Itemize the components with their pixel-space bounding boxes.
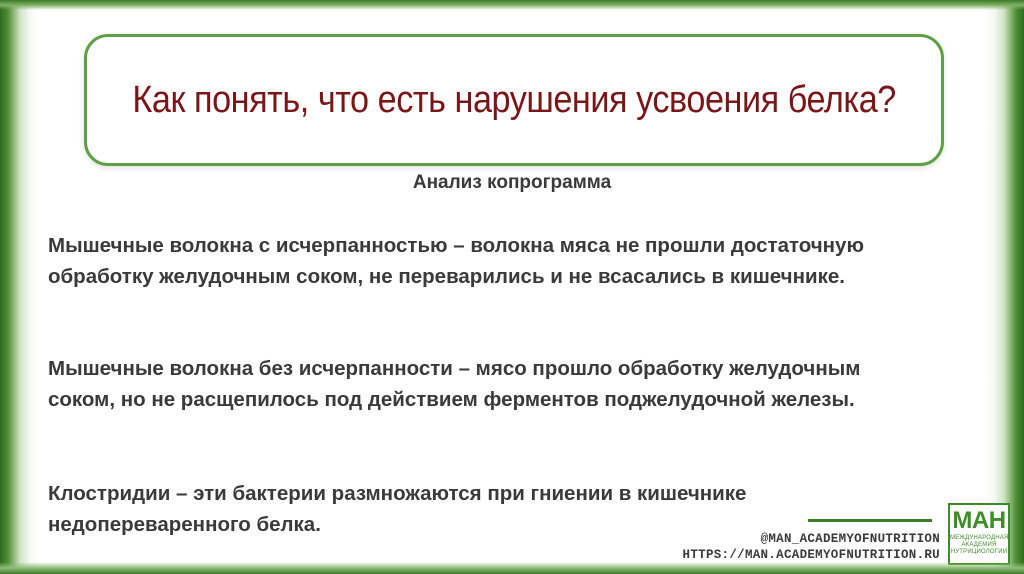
website-url: HTTPS://MAN.ACADEMYOFNUTRITION.RU <box>682 548 940 562</box>
social-handle: @MAN_ACADEMYOFNUTRITION <box>760 532 940 546</box>
logo-line-1: МЕЖДУНАРОДНАЯ <box>950 535 1009 541</box>
academy-logo <box>948 503 1010 565</box>
logo-text: МАН <box>952 507 1006 534</box>
paragraph-1: Мышечные волокна с исчерпанностью – волокна мяса не прошли достаточную обработку желудочным соком, не переварились и не всасались в кишечнике. <box>48 234 864 288</box>
title-box <box>84 34 944 166</box>
paragraph-2: Мышечные волокна без исчерпанности – мясо прошло обработку желудочным соком, но не расщепилось под действием ферментов поджелудочной железы. <box>48 357 861 411</box>
paragraph-3: Клостридии – эти бактерии размножаются при гниении в кишечнике недопереваренного белка. <box>48 482 747 536</box>
slide-title: Как понять, что есть нарушения усвоения белка? <box>132 78 896 121</box>
logo-line-3: НУТРИЦИОЛОГИИ <box>950 549 1008 555</box>
footer-divider <box>808 519 932 522</box>
logo-line-2: АКАДЕМИЯ <box>961 542 997 548</box>
slide-subtitle: Анализ копрограмма <box>412 172 612 193</box>
